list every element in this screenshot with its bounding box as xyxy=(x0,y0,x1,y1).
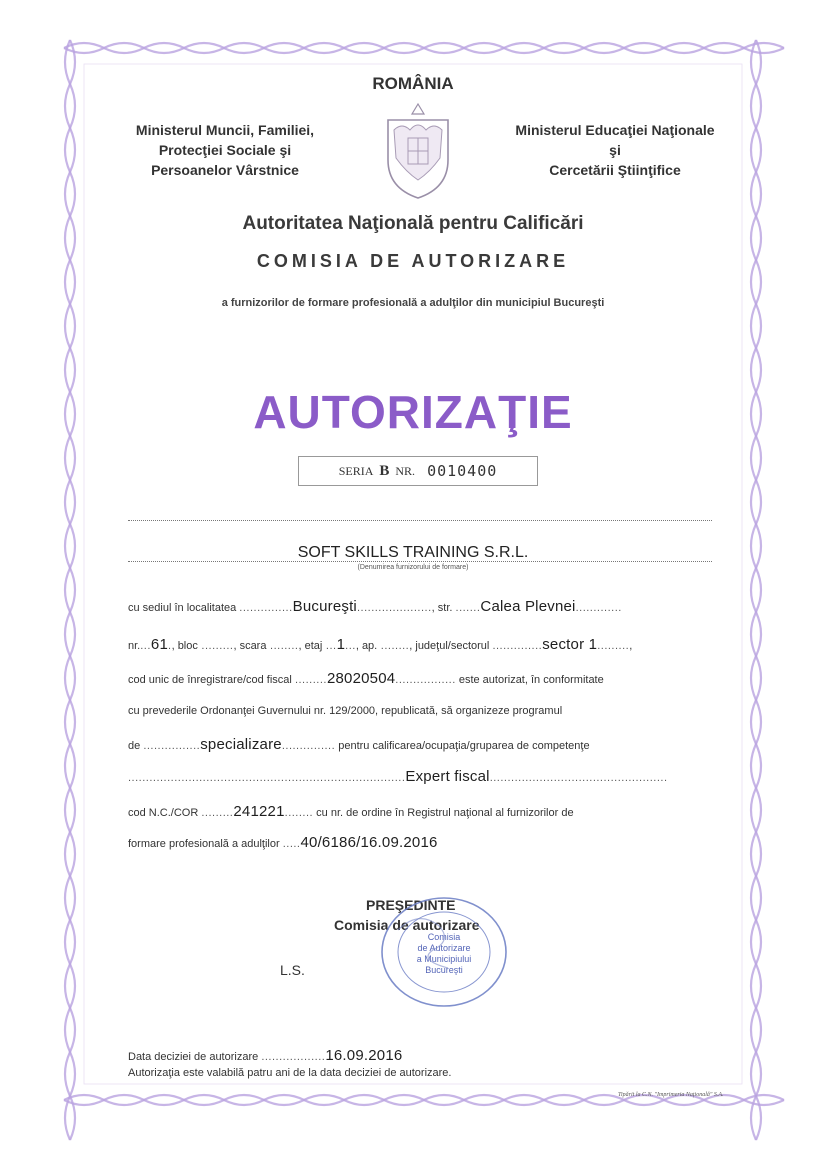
program-suffix: pentru calificarea/ocupaţia/gruparea de competenţe xyxy=(338,740,590,752)
cui-value: 28020504 xyxy=(326,670,396,687)
serial-box xyxy=(298,456,538,486)
serial-nr-label: NR. xyxy=(395,463,416,478)
document-title: AUTORIZAŢIE xyxy=(253,386,573,438)
seal-line: Bucureşti xyxy=(425,965,463,975)
str-label: str. xyxy=(437,602,453,614)
seal-line: de Autorizare xyxy=(417,943,471,953)
ap-label: ap. xyxy=(361,640,378,652)
ministry-left xyxy=(100,120,350,180)
nr-value: 61 xyxy=(150,636,168,653)
sediu-label: cu sediul în localitatea xyxy=(128,602,237,614)
ocupatie-value: Expert fiscal xyxy=(405,768,490,785)
authority-name: Autoritatea Naţională pentru Calificări xyxy=(242,213,584,234)
address-line-2: nr....61., bloc ........., scara ........, etaj ...1..., ap. ........, judeţul/sectorul ..............sector 1........., xyxy=(128,636,633,653)
ministry-left-line: Ministerul Muncii, Familiei, xyxy=(135,122,315,138)
program-value: specializare xyxy=(200,736,282,753)
registru-text: cu nr. de ordine în Registrul naţional al furnizorilor de xyxy=(316,807,574,819)
registru-nr-value: 40/6186/16.09.2016 xyxy=(300,834,438,851)
occupation-line: ..............................................................................Expert fiscal.................................................. xyxy=(128,768,668,785)
scara-label: scara xyxy=(239,640,267,652)
seal-line: a Municipiului xyxy=(416,954,472,964)
ministry-right-line: şi xyxy=(609,142,621,158)
etaj-value: 1 xyxy=(336,636,346,653)
commission-title: COMISIA DE AUTORIZARE xyxy=(256,251,570,271)
strada-value: Calea Plevnei xyxy=(480,598,576,615)
address-line-1: cu sediul în localitatea ...............Bucureşti....................., str. .......Calea Plevnei............. xyxy=(128,598,622,615)
date-value: 16.09.2016 xyxy=(325,1047,403,1064)
registry-number-line: formare profesională a adulţilor .....40/6186/16.09.2016 xyxy=(128,834,438,851)
commission-subtitle: a furnizorilor de formare profesională a adulţilor din municipiul Bucureşti xyxy=(221,297,605,309)
cor-line: cod N.C./COR .........241221........ cu nr. de ordine în Registrul naţional al furnizorilor de xyxy=(128,803,574,820)
cui-label: cod unic de înregistrare/cod fiscal xyxy=(128,674,292,686)
ls-label: L.S. xyxy=(280,962,305,978)
formare-label: formare profesională a adulţilor xyxy=(128,838,280,850)
official-seal-icon xyxy=(378,890,508,1010)
ministry-left-line: Persoanelor Vârstnice xyxy=(151,162,299,178)
provider-caption: (Denumirea furnizorului de formare) xyxy=(357,564,469,571)
ministry-right-line: Cercetării Ştiinţifice xyxy=(549,162,681,178)
provider-name: SOFT SKILLS TRAINING S.R.L. xyxy=(297,544,529,561)
date-label: Data deciziei de autorizare xyxy=(128,1051,259,1063)
provider-underline xyxy=(128,561,712,562)
decision-date-line: Data deciziei de autorizare ..................16.09.2016 xyxy=(128,1047,403,1064)
etaj-label: etaj xyxy=(304,640,323,652)
president-label: PREŞEDINTE xyxy=(366,897,456,913)
nr-label: nr. xyxy=(128,640,141,652)
printer-note: Tipărit la C.N. "Imprimeria Naţională" S.A. xyxy=(618,1092,724,1098)
serial-label: SERIA xyxy=(338,463,374,478)
seal-line: Comisia xyxy=(427,932,461,942)
cui-suffix: este autorizat, în conformitate xyxy=(458,674,604,686)
ministry-left-line: Protecţiei Sociale şi xyxy=(158,142,292,158)
cor-label: cod N.C./COR xyxy=(128,807,199,819)
ordonanta-line: cu prevederile Ordonanţei Guvernului nr. 129/2000, republicată, să organizeze programul xyxy=(128,705,563,717)
serial-number: 0010400 xyxy=(427,462,498,480)
cor-value: 241221 xyxy=(233,803,285,820)
judet-label: judeţul/sectorul xyxy=(415,640,490,652)
country-title: ROMÂNIA xyxy=(372,74,454,93)
localitate-value: Bucureşti xyxy=(292,598,357,615)
bloc-label: bloc xyxy=(177,640,198,652)
program-line: de ................specializare............... pentru calificarea/ocupaţia/gruparea de competenţe xyxy=(128,736,590,753)
de-label: de xyxy=(128,740,141,752)
serial-letter: B xyxy=(379,462,390,479)
sector-value: sector 1 xyxy=(542,636,598,653)
commission-signature-label: Comisia de autorizare xyxy=(334,917,480,933)
validity-note: Autorizaţia este valabilă patru ani de la data deciziei de autorizare. xyxy=(128,1067,452,1079)
coat-of-arms-icon xyxy=(380,100,456,202)
ministry-right-line: Ministerul Educaţiei Naţionale xyxy=(515,122,715,138)
divider xyxy=(128,520,712,521)
ministry-right xyxy=(480,120,750,180)
fiscal-code-line: cod unic de înregistrare/cod fiscal .........28020504................. este autorizat, în conformitate xyxy=(128,670,604,687)
